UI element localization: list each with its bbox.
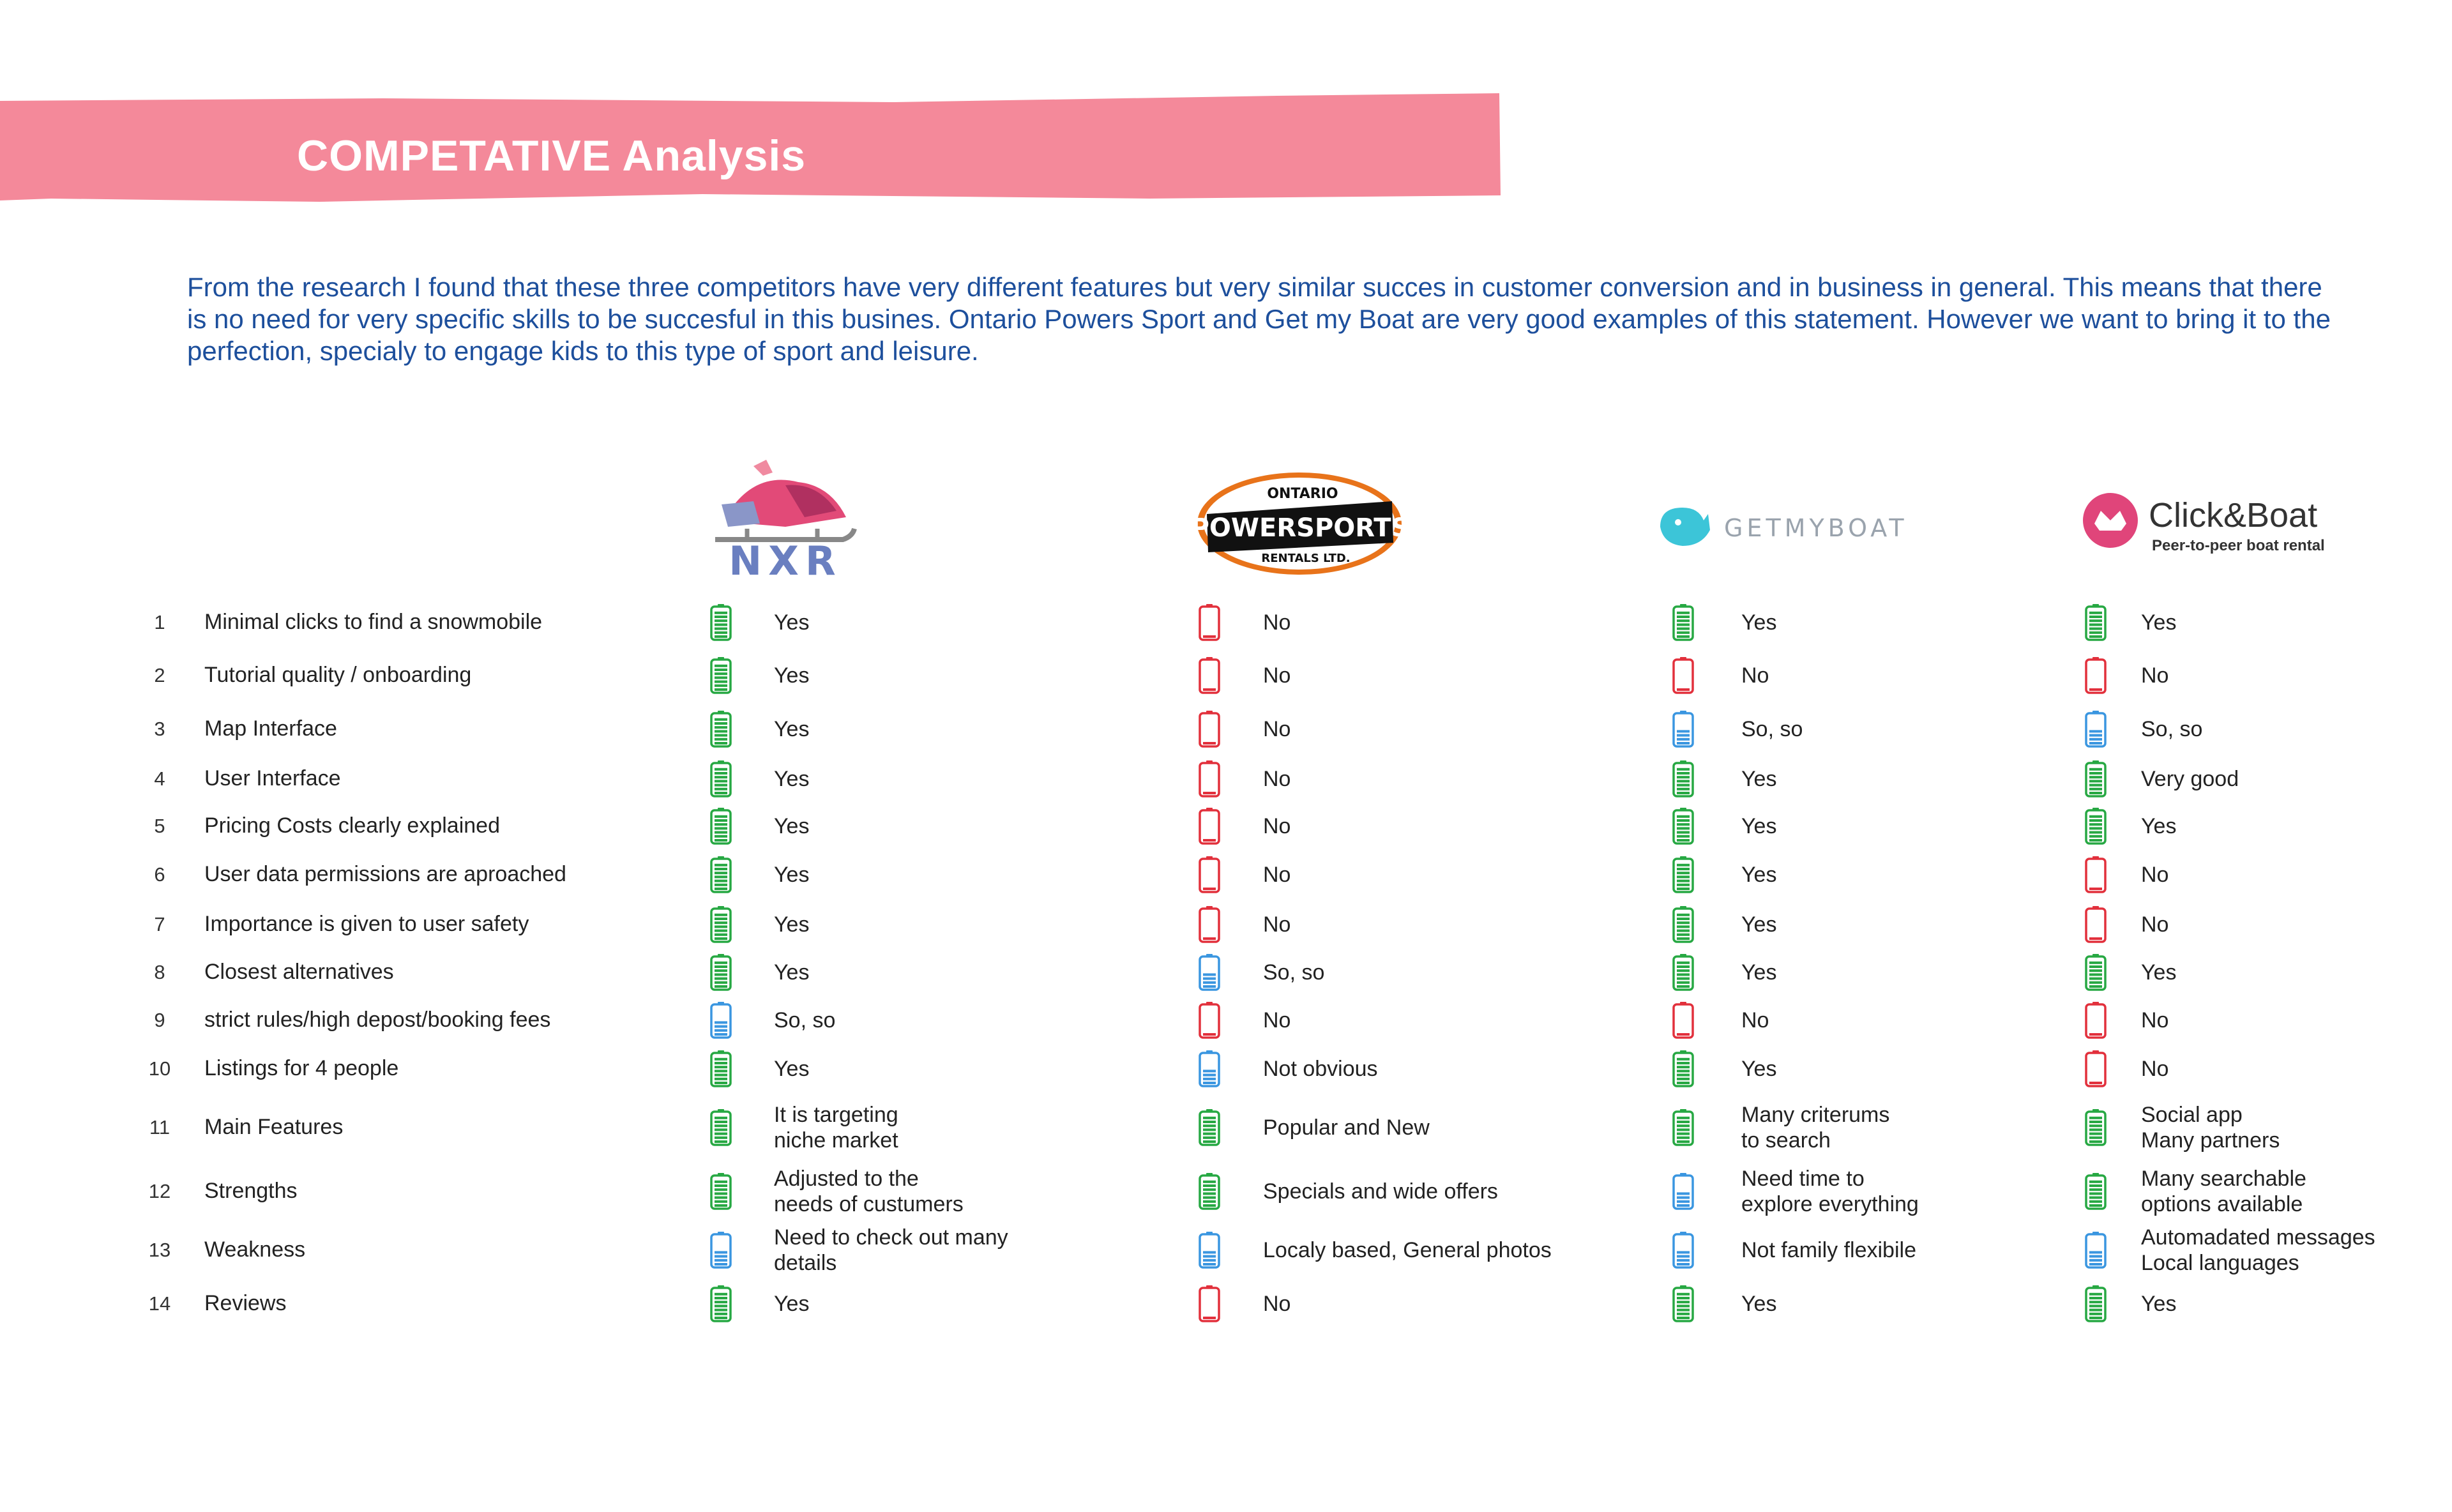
cell-line: Yes (2141, 1292, 2177, 1316)
svg-text:NXR: NXR (729, 538, 842, 581)
cell-value (1263, 813, 1621, 839)
battery-good-icon (709, 953, 733, 992)
cell-value (1263, 1237, 1621, 1263)
cell-value (1263, 1008, 1621, 1033)
battery-good-icon (2084, 1285, 2108, 1323)
cell-value (2141, 1008, 2452, 1033)
cell-line: So, so (2141, 717, 2203, 741)
battery-good-icon (1197, 1108, 1222, 1147)
cell-value (774, 1291, 1131, 1317)
cell-line: So, so (774, 1008, 836, 1032)
battery-mid-icon (2084, 710, 2108, 748)
battery-mid-icon (1671, 1231, 1695, 1269)
row-number: 8 (154, 961, 165, 983)
cell-value (2141, 1225, 2452, 1276)
cell-line: Local languages (2141, 1251, 2299, 1275)
cell-line: No (1263, 863, 1291, 887)
battery-good-icon (709, 603, 733, 642)
battery-mid-icon (1197, 953, 1222, 992)
row-label: Reviews (204, 1291, 287, 1315)
cell-value (1741, 716, 2099, 742)
battery-good-icon (1197, 1172, 1222, 1211)
battery-good-icon (2084, 760, 2108, 798)
cell-line: Yes (1741, 1057, 1777, 1081)
cell-line: Specials and wide offers (1263, 1179, 1498, 1204)
battery-good-icon (1671, 1285, 1695, 1323)
row-number: 9 (154, 1009, 165, 1031)
cell-value (774, 912, 1131, 937)
cell-line: Yes (774, 767, 810, 791)
row-label: Strengths (204, 1179, 298, 1203)
cell-value (2141, 1166, 2452, 1217)
cell-line: Yes (1741, 1292, 1777, 1316)
row-label: Closest alternatives (204, 960, 394, 984)
cell-line: No (1263, 767, 1291, 791)
row-number: 13 (148, 1239, 171, 1261)
battery-bad-icon (2084, 1001, 2108, 1040)
cell-line: Very good (2141, 767, 2239, 791)
cell-value (774, 862, 1131, 888)
battery-good-icon (1671, 1050, 1695, 1088)
battery-bad-icon (2084, 1050, 2108, 1088)
cell-line: Yes (774, 717, 810, 741)
cell-line: Yes (1741, 863, 1777, 887)
cell-line: Yes (1741, 814, 1777, 838)
battery-bad-icon (2084, 856, 2108, 894)
cell-line: No (1263, 1292, 1291, 1316)
cell-line: Social app (2141, 1103, 2243, 1127)
battery-bad-icon (1197, 1285, 1222, 1323)
cell-line: needs of custumers (774, 1192, 964, 1216)
row-number: 10 (148, 1057, 171, 1080)
cell-line: Yes (1741, 767, 1777, 791)
cell-value (774, 1225, 1131, 1276)
cell-line: Yes (2141, 814, 2177, 838)
cell-line: No (1263, 610, 1291, 635)
cell-value (2141, 1291, 2452, 1317)
battery-bad-icon (1671, 656, 1695, 695)
battery-good-icon (2084, 953, 2108, 992)
cell-value (1263, 960, 1621, 985)
cell-line: Need to check out many (774, 1225, 1008, 1250)
cell-line: Yes (774, 610, 810, 635)
battery-mid-icon (2084, 1231, 2108, 1269)
battery-mid-icon (709, 1231, 733, 1269)
powersports-badge (1194, 469, 1405, 578)
battery-good-icon (1671, 807, 1695, 845)
battery-mid-icon (1197, 1231, 1222, 1269)
battery-good-icon (709, 905, 733, 944)
cell-line: So, so (1263, 960, 1325, 985)
battery-bad-icon (1197, 856, 1222, 894)
cell-line: Adjusted to the (774, 1167, 919, 1191)
battery-bad-icon (1197, 1001, 1222, 1040)
battery-bad-icon (2084, 905, 2108, 944)
cell-line: Localy based, General photos (1263, 1238, 1552, 1262)
cell-line: So, so (1741, 717, 1803, 741)
cell-line: details (774, 1251, 837, 1275)
cell-value (774, 663, 1131, 688)
cell-value (1741, 862, 2099, 888)
battery-good-icon (709, 856, 733, 894)
cell-value (1741, 1166, 2099, 1217)
cell-line: Yes (1741, 912, 1777, 937)
cell-line: Yes (1741, 960, 1777, 985)
row-label: Weakness (204, 1237, 306, 1262)
battery-bad-icon (1197, 760, 1222, 798)
cell-line: No (2141, 863, 2169, 887)
cell-line: No (1263, 814, 1291, 838)
cell-value (1741, 912, 2099, 937)
row-label: Map Interface (204, 716, 337, 741)
battery-good-icon (1671, 1108, 1695, 1147)
svg-text:RENTALS LTD.: RENTALS LTD. (1261, 552, 1351, 565)
cell-value (2141, 663, 2452, 688)
cell-line: It is targeting (774, 1103, 898, 1127)
getmyboat-logo (1654, 498, 1922, 556)
cell-line: niche market (774, 1128, 898, 1153)
cell-value (1263, 1179, 1621, 1204)
cell-value (1741, 1102, 2099, 1153)
battery-good-icon (2084, 1172, 2108, 1211)
cell-value (1263, 663, 1621, 688)
row-label: strict rules/high depost/booking fees (204, 1008, 551, 1032)
cell-value (2141, 610, 2452, 635)
cell-line: Yes (2141, 960, 2177, 985)
battery-good-icon (709, 710, 733, 748)
cell-value (774, 813, 1131, 839)
cell-value (1263, 1115, 1621, 1140)
cell-value (1263, 716, 1621, 742)
nxr-logo (709, 447, 862, 581)
battery-good-icon (709, 1108, 733, 1147)
cell-line: Yes (774, 863, 810, 887)
battery-bad-icon (1197, 603, 1222, 642)
row-number: 11 (149, 1116, 170, 1138)
cell-line: Yes (774, 663, 810, 688)
cell-value (1263, 766, 1621, 792)
cell-value (1741, 1056, 2099, 1082)
svg-text:GETMYBOAT: GETMYBOAT (1724, 514, 1908, 542)
row-number: 14 (148, 1292, 171, 1315)
cell-line: Not obvious (1263, 1057, 1378, 1081)
cell-value (1741, 1237, 2099, 1263)
ontario-powersports-logo (1194, 469, 1405, 578)
battery-good-icon (1671, 603, 1695, 642)
cell-line: No (1263, 663, 1291, 688)
svg-text:ONTARIO: ONTARIO (1267, 486, 1338, 502)
getmyboat-whale-icon (1654, 498, 1922, 556)
cell-value (774, 1166, 1131, 1217)
cell-value (1263, 610, 1621, 635)
cell-line: Yes (774, 1292, 810, 1316)
cell-line: No (1741, 663, 1769, 688)
cell-value (2141, 912, 2452, 937)
svg-text:Click&Boat: Click&Boat (2149, 496, 2318, 534)
row-label: User data permissions are aproached (204, 862, 566, 886)
cell-value (1741, 1291, 2099, 1317)
svg-text:POWERSPORTS: POWERSPORTS (1194, 513, 1405, 543)
intro-paragraph: From the research I found that these three competitors have very different features but very similar succes in customer conversion and in business in general. This means that there is no need for very specific skills to be succesful in this busines. Ontario Powers Sport and Get my Boat are very good examples of this statement. However we want to bring it to the perfection, specialy to engage kids to this type of sport and leisure. (187, 272, 2331, 366)
row-number: 12 (148, 1180, 171, 1202)
row-number: 7 (154, 913, 165, 935)
cell-line: Many partners (2141, 1128, 2280, 1153)
battery-bad-icon (1197, 807, 1222, 845)
battery-good-icon (2084, 603, 2108, 642)
cell-line: No (1263, 1008, 1291, 1032)
cell-line: explore everything (1741, 1192, 1919, 1216)
battery-good-icon (709, 1050, 733, 1088)
cell-value (1741, 960, 2099, 985)
battery-bad-icon (1197, 656, 1222, 695)
battery-good-icon (1671, 760, 1695, 798)
battery-good-icon (1671, 953, 1695, 992)
cell-line: No (1263, 912, 1291, 937)
cell-value (1741, 813, 2099, 839)
cell-value (1263, 1056, 1621, 1082)
cell-line: Many criterums (1741, 1103, 1890, 1127)
clickandboat-logo (2082, 488, 2343, 562)
cell-value (2141, 1056, 2452, 1082)
cell-value (1741, 766, 2099, 792)
cell-line: options available (2141, 1192, 2303, 1216)
battery-good-icon (1671, 905, 1695, 944)
battery-good-icon (709, 807, 733, 845)
cell-value (2141, 1102, 2452, 1153)
cell-value (774, 1102, 1131, 1153)
cell-line: Yes (774, 912, 810, 937)
row-number: 4 (154, 767, 165, 790)
row-label: User Interface (204, 766, 341, 790)
row-number: 2 (154, 664, 165, 686)
cell-value (774, 610, 1131, 635)
battery-good-icon (2084, 1108, 2108, 1147)
cell-line: Yes (1741, 610, 1777, 635)
cell-line: No (1263, 717, 1291, 741)
cell-line: No (2141, 663, 2169, 688)
cell-value (1741, 1008, 2099, 1033)
snowmobile-icon (709, 447, 862, 581)
cell-value (774, 1008, 1131, 1033)
row-number: 5 (154, 815, 165, 837)
cell-line: Many searchable (2141, 1167, 2306, 1191)
battery-bad-icon (1197, 710, 1222, 748)
cell-value (774, 1056, 1131, 1082)
row-label: Minimal clicks to find a snowmobile (204, 610, 543, 634)
cell-value (2141, 862, 2452, 888)
battery-mid-icon (1671, 1172, 1695, 1211)
cell-line: No (2141, 1057, 2169, 1081)
cell-value (774, 766, 1131, 792)
battery-good-icon (709, 656, 733, 695)
row-label: Tutorial quality / onboarding (204, 663, 472, 687)
row-number: 3 (154, 718, 165, 740)
svg-text:Peer-to-peer boat rental: Peer-to-peer boat rental (2152, 537, 2325, 554)
cell-line: Yes (774, 960, 810, 985)
cell-value (1263, 912, 1621, 937)
row-label: Main Features (204, 1115, 344, 1139)
cell-line: No (1741, 1008, 1769, 1032)
battery-good-icon (709, 1172, 733, 1211)
cell-line: Popular and New (1263, 1115, 1430, 1140)
battery-good-icon (709, 760, 733, 798)
row-label: Importance is given to user safety (204, 912, 529, 936)
cell-line: No (2141, 1008, 2169, 1032)
cell-value (1741, 610, 2099, 635)
battery-mid-icon (1671, 710, 1695, 748)
page-title: COMPETATIVE Analysis (297, 132, 806, 180)
cell-value (1741, 663, 2099, 688)
row-label: Pricing Costs clearly explained (204, 813, 500, 838)
battery-mid-icon (1197, 1050, 1222, 1088)
row-number: 1 (154, 611, 165, 633)
battery-mid-icon (709, 1001, 733, 1040)
cell-line: Yes (774, 1057, 810, 1081)
battery-bad-icon (2084, 656, 2108, 695)
row-number: 6 (154, 863, 165, 886)
cell-value (774, 960, 1131, 985)
cell-line: Yes (2141, 610, 2177, 635)
cell-value (1263, 862, 1621, 888)
battery-bad-icon (1197, 905, 1222, 944)
cell-value (1263, 1291, 1621, 1317)
cell-line: Need time to (1741, 1167, 1865, 1191)
cell-value (2141, 716, 2452, 742)
cell-value (2141, 766, 2452, 792)
cell-line: No (2141, 912, 2169, 937)
cell-value (2141, 813, 2452, 839)
cell-line: Yes (774, 814, 810, 838)
cell-value (2141, 960, 2452, 985)
battery-good-icon (1671, 856, 1695, 894)
cell-line: Automadated messages (2141, 1225, 2375, 1250)
row-label: Listings for 4 people (204, 1056, 399, 1080)
cell-line: to search (1741, 1128, 1831, 1153)
battery-bad-icon (1671, 1001, 1695, 1040)
cell-value (774, 716, 1131, 742)
cell-line: Not family flexibile (1741, 1238, 1916, 1262)
clickandboat-crown-icon (2082, 488, 2343, 562)
battery-good-icon (709, 1285, 733, 1323)
battery-good-icon (2084, 807, 2108, 845)
